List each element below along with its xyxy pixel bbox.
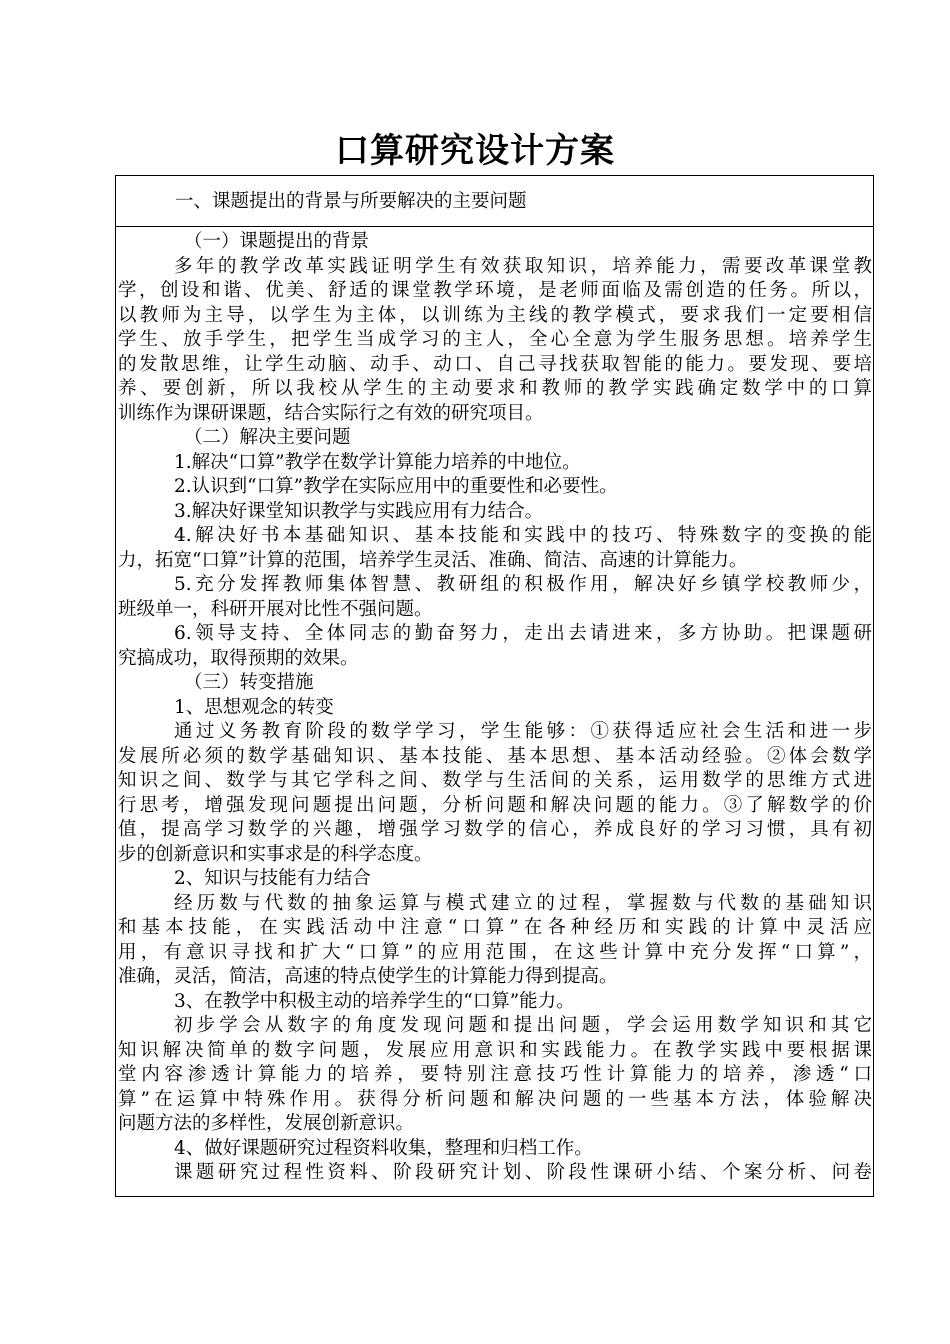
text-line: 学，创设和谐、优美、舒适的课堂教学环境，是老师面临及需创造的任务。所以，	[118, 280, 872, 301]
text-line: 问题方法的多样性，发展创新意识。	[118, 1113, 415, 1134]
text-line: 训练作为课研课题，结合实际行之有效的研究项目。	[118, 402, 544, 424]
document-table	[115, 175, 874, 1197]
text-line: 知识之间、数学与其它学科之间、数学与生活间的关系，运用数学的思维方式进	[118, 770, 872, 791]
text-line: 学生、放手学生，把学生当成学习的主人，全心全意为学生服务思想。培养学生	[118, 329, 872, 350]
text-line: 的发散思维，让学生动脑、动手、动口、自己寻找获取智能的能力。要发现、要培	[118, 353, 872, 375]
text-line: （二）解决主要问题	[184, 427, 351, 448]
text-line: 堂内容渗透计算能力的培养，要特别注意技巧性计算能力的培养，渗透“口	[118, 1064, 872, 1085]
document-title: 口算研究设计方案	[335, 131, 615, 171]
text-line: 行思考，增强发现问题提出问题，分析问题和解决问题的能力。③了解数学的价	[118, 794, 872, 816]
text-line: 3、在教学中积极主动的培养学生的“口算”能力。	[174, 990, 575, 1012]
text-line: 2.认识到“口算”教学在实际应用中的重要性和必要性。	[174, 476, 618, 497]
text-line: 5.充分发挥教师集体智慧、教研组的积极作用，解决好乡镇学校教师少，	[174, 574, 872, 595]
text-line: （一）课题提出的背景	[184, 231, 370, 252]
text-line: 4.解决好书本基础知识、基本技能和实践中的技巧、特殊数字的变换的能	[174, 525, 872, 546]
text-line: 力，拓宽“口算”计算的范围，培养学生灵活、准确、简洁、高速的计算能力。	[118, 549, 748, 571]
text-line: 4、做好课题研究过程资料收集，整理和归档工作。	[174, 1137, 593, 1159]
text-line: 课题研究过程性资料、阶段研究计划、阶段性课研小结、个案分析、问卷	[174, 1162, 872, 1183]
text-line: 知识解决简单的数字问题，发展应用意识和实践能力。在教学实践中要根据课	[118, 1039, 872, 1061]
section-heading: 一、课题提出的背景与所要解决的主要问题	[175, 191, 527, 212]
table-header-row	[116, 176, 873, 227]
text-line: 准确，灵活，简洁，高速的特点使学生的计算能力得到提高。	[118, 966, 618, 987]
text-line: 1.解决“口算”教学在数学计算能力培养的中地位。	[174, 451, 581, 473]
text-line: 1、思想观念的转变	[174, 696, 334, 718]
text-line: （三）转变措施	[184, 672, 314, 693]
text-line: 2、知识与技能有力结合	[174, 868, 371, 889]
text-line: 3.解决好课堂知识教学与实践应用有力结合。	[174, 500, 544, 522]
text-line: 养、要创新，所以我校从学生的主动要求和教师的教学实践确定数学中的口算	[118, 378, 872, 399]
text-line: 发展所必须的数学基础知识、基本技能、基本思想、基本活动经验。②体会数学	[118, 745, 872, 767]
text-line: 值，提高学习数学的兴趣，增强学习数学的信心，养成良好的学习习惯，具有初	[118, 819, 872, 840]
table-content-cell	[118, 230, 872, 1186]
text-line: 初步学会从数字的角度发现问题和提出问题，学会运用数学知识和其它	[174, 1015, 872, 1036]
text-line: 算”在运算中特殊作用。获得分析问题和解决问题的一些基本方法，体验解决	[118, 1088, 872, 1110]
text-line: 多年的教学改革实践证明学生有效获取知识，培养能力，需要改革课堂教	[174, 255, 872, 277]
text-line: 步的创新意识和实事求是的科学态度。	[118, 843, 433, 865]
text-line: 6.领导支持、全体同志的勤奋努力，走出去请进来，多方协助。把课题研	[174, 623, 872, 644]
text-line: 和基本技能，在实践活动中注意“口算”在各种经历和实践的计算中灵活应	[118, 917, 872, 938]
text-line: 用，有意识寻找和扩大“口算”的应用范围，在这些计算中充分发挥“口算”，	[118, 941, 872, 963]
text-line: 究搞成功，取得预期的效果。	[118, 647, 359, 669]
text-line: 以教师为主导，以学生为主体，以训练为主线的教学模式，要求我们一定要相信	[118, 304, 872, 326]
text-line: 班级单一，科研开展对比性不强问题。	[118, 598, 433, 620]
text-line: 经历数与代数的抽象运算与模式建立的过程，掌握数与代数的基础知识	[174, 892, 872, 914]
text-line: 通过义务教育阶段的数学学习，学生能够：①获得适应社会生活和进一步	[174, 721, 872, 742]
